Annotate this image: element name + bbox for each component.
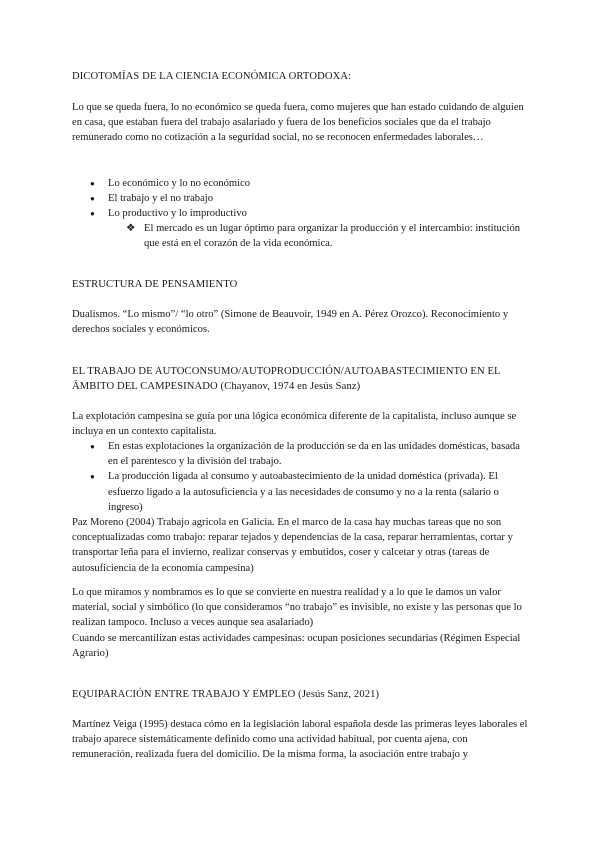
list-item: ● Lo económico y lo no económico xyxy=(72,176,528,191)
list-item: ● Lo productivo y lo improductivo xyxy=(72,206,528,221)
paragraph-paz-moreno: Paz Moreno (2004) Trabajo agrícola en Galicia. En el marco de la casa hay muchas tareas que no son conceptualizadas como trabajo: reparar tejados y dependencias de la casa, reparar herramientas, cortar y transportar leña para el invierno, realizar conservas y embutidos, coser y calcetar y otras (tareas de autosuficiencia de la economía campesina) xyxy=(72,517,513,574)
sub-bullet-mercado: ❖ El mercado es un lugar óptimo para organizar la producción y el intercambio: institución que está en el corazón de la vida económica. xyxy=(126,223,521,250)
paragraph-lo-que-se-queda-fuera: Lo que se queda fuera, lo no económico se queda fuera, como mujeres que han estado cuidando de alguien en casa, que estaban fuera del trabajo asalariado y fuera de los beneficios sociales que da el trabajo remunerado como no cotización a la seguridad social, no se reconocen enfermedades laborales… xyxy=(72,102,524,144)
section-heading-autoconsumo: EL TRABAJO DE AUTOCONSUMO/AUTOPRODUCCIÓN/AUTOABASTECIMIENTO EN EL ÁMBITO DEL CAMPESINADO (Chayanov, 1974 en Jesús Sanz) xyxy=(72,366,501,393)
bullet-dot-icon: ● xyxy=(90,472,95,482)
section-heading-estructura: ESTRUCTURA DE PENSAMIENTO xyxy=(72,279,238,290)
paragraph-martinez-veiga: Martínez Veiga (1995) destaca cómo en la legislación laboral española desde las primeras leyes laborales el trabajo aparece sistemáticamente definido como una actividad habitual, por cuenta ajena, con remuneración, realizada fuera del domicilio. De la misma forma, la asociación entre trabajo y xyxy=(72,719,528,761)
campesinado-bullet-list xyxy=(72,439,528,515)
section-heading-dicotomias: DICOTOMÍAS DE LA CIENCIA ECONÓMICA ORTODOXA: xyxy=(72,71,352,82)
paragraph-explotacion-campesina: La explotación campesina se guía por una lógica económica diferente de la capitalista, incluso aunque se incluya en un contexto capitalista. xyxy=(72,411,517,438)
list-item: ● El trabajo y el no trabajo xyxy=(72,191,528,206)
bullet-dot-icon: ● xyxy=(90,442,95,451)
paragraph-dualismos: Dualismos. “Lo mismo”/ “lo otro” (Simone de Beauvoir, 1949 en A. Pérez Orozco). Reconocimiento y derechos sociales y económicos. xyxy=(72,309,509,336)
section-heading-equiparacion: EQUIPARACIÓN ENTRE TRABAJO Y EMPLEO (Jesús Sanz, 2021) xyxy=(72,689,380,700)
paragraph-lo-que-miramos: Lo que miramos y nombramos es lo que se convierte en nuestra realidad y a lo que le damos un valor material, social y simbólico (lo que consideramos “no trabajo” es invisible, no existe y las personas que lo realizan tampoco. Incluso a veces aunque sea asalariado) xyxy=(72,587,522,629)
bullet-diamond-icon: ❖ xyxy=(126,223,136,234)
bullet-dot-icon: ● xyxy=(90,179,95,188)
list-item: ● En estas explotaciones la organización de la producción se da en las unidades domésticas, basada en el parentesco y la división del trabajo. xyxy=(90,441,520,468)
bullet-dot-icon: ● xyxy=(90,209,95,219)
paragraph-mercantilizan: Cuando se mercantilizan estas actividades campesinas: ocupan posiciones secundarias (Régimen Especial Agrario) xyxy=(72,633,521,660)
dicotomias-bullet-list xyxy=(72,176,528,222)
bullet-dot-icon: ● xyxy=(90,194,95,204)
list-item: ● La producción ligada al consumo y autoabastecimiento de la unidad doméstica (privada). El esfuerzo ligado a la autosuficiencia y a las necesidades de consumo y no a la renta (salario o ingreso) xyxy=(90,471,499,513)
